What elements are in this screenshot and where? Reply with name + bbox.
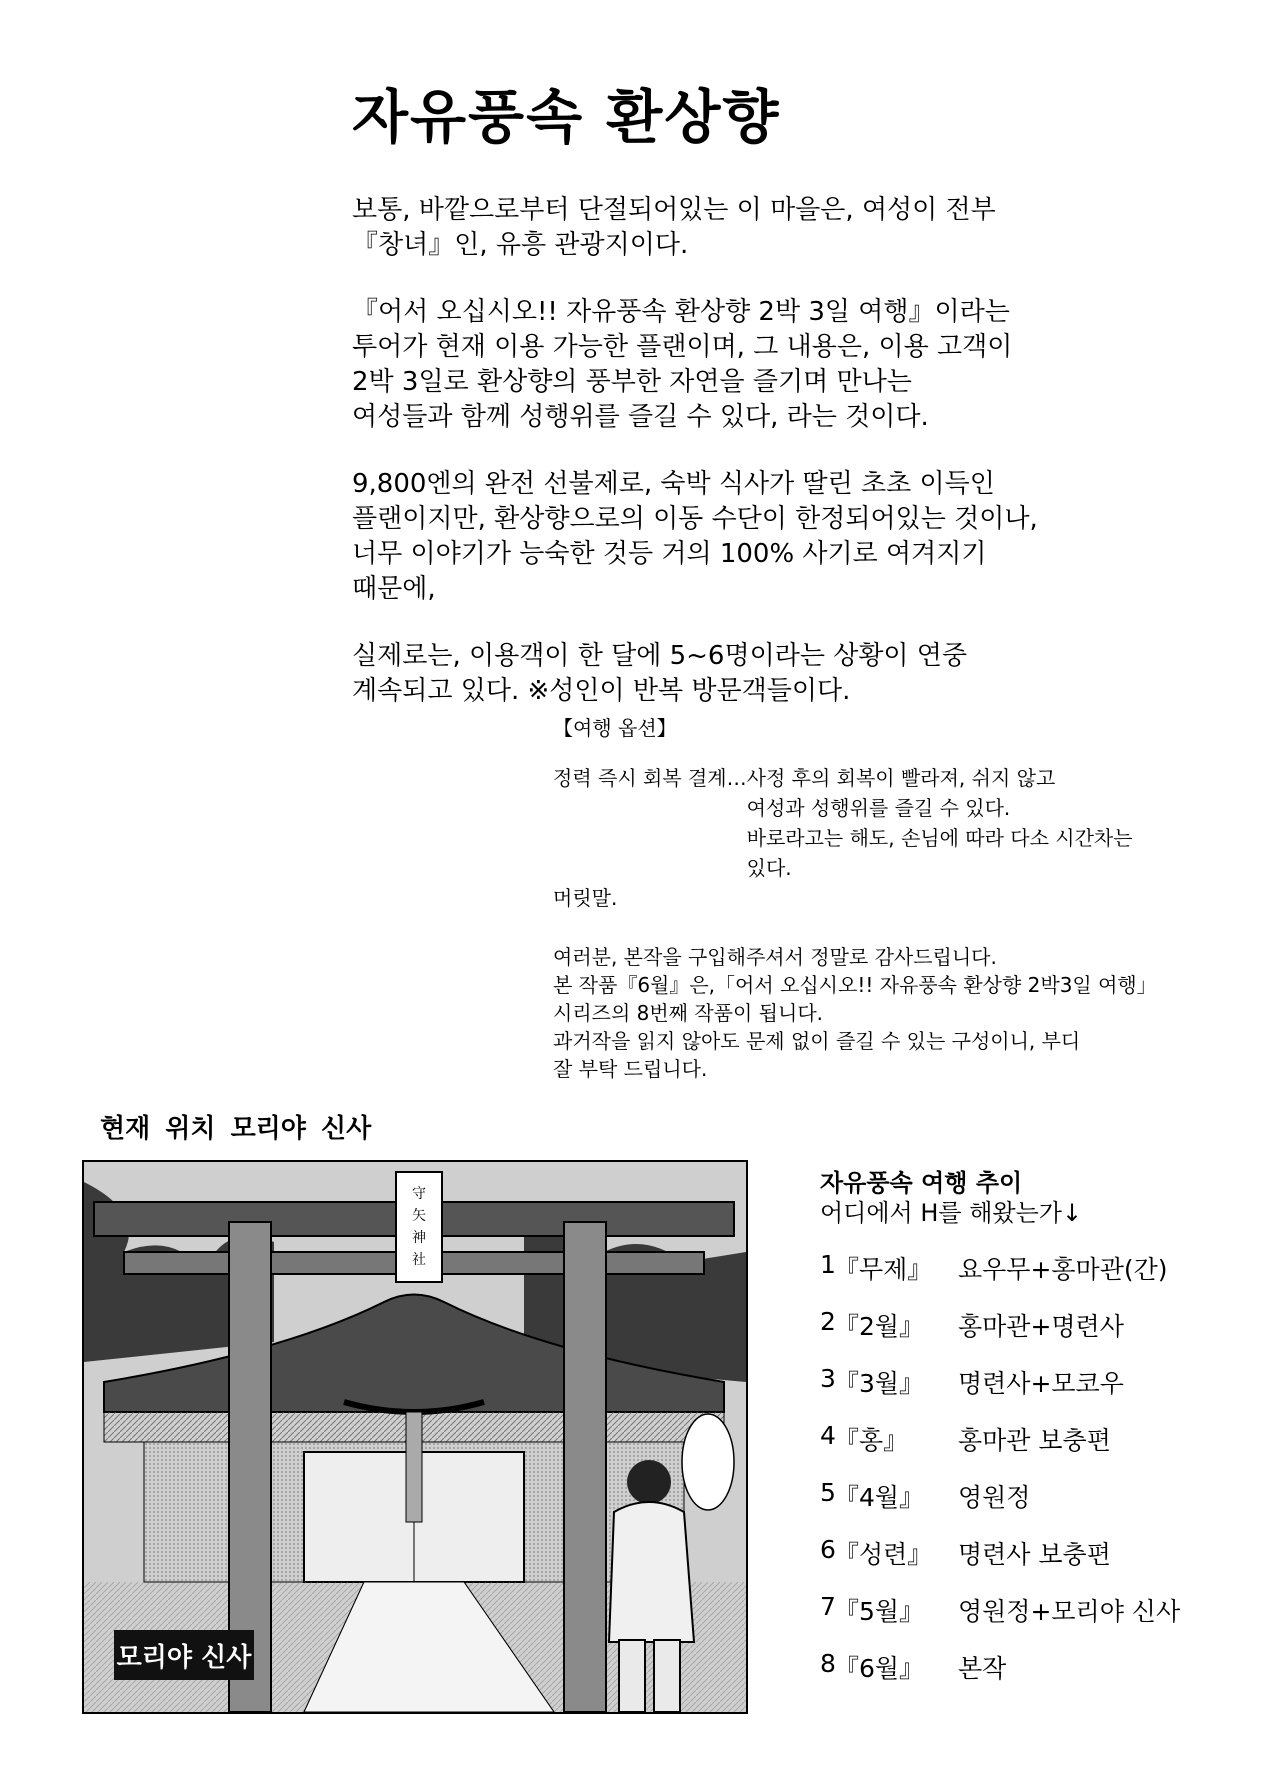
text-line: 2박 3일로 환상향의 풍부한 자연을 즐기며 만나는 (352, 367, 912, 397)
shrine-plaque-text: 守 (412, 1186, 426, 1202)
text-line: 바로라고는 해도, 손님에 따라 다소 시간차는 (746, 826, 1133, 850)
intro-paragraph-2 (352, 295, 1072, 435)
history-title: 자유풍속 여행 추이 (820, 1169, 1023, 1197)
text-line: 『어서 오십시오!! 자유풍속 환상향 2박 3일 여행』이라는 (352, 297, 1010, 327)
item-number: 4 (820, 1421, 836, 1450)
text-line: 본 작품『6월』은,「어서 오십시오!! 자유풍속 환상향 2박3일 여행」 (553, 973, 1157, 997)
history-subtitle: 어디에서 H를 해왔는가↓ (820, 1199, 1083, 1227)
text-line: 플랜이지만, 환상향으로의 이동 수단이 한정되어있는 것이나, (352, 504, 1038, 534)
item-location: 홍마관+명련사 (958, 1312, 1124, 1341)
item-number: 6 (820, 1535, 836, 1564)
text-line: 때문에, (352, 574, 436, 604)
text-line: 잘 부탁 드립니다. (553, 1057, 708, 1081)
list-item (820, 1535, 1111, 1592)
text-line: 너무 이야기가 능숙한 것등 거의 100% 사기로 여겨지기 (352, 539, 987, 569)
scene-caption: 모리야 신사 (114, 1630, 254, 1680)
text-line: 『창녀』인, 유흥 관광지이다. (352, 230, 689, 260)
option-description (747, 763, 1133, 883)
item-title: 『2월』 (834, 1312, 925, 1341)
travel-history (820, 1168, 1181, 1706)
item-location: 영원정 (958, 1483, 1031, 1512)
afterword (553, 883, 1157, 1083)
text-line: 계속되고 있다. ※성인이 반복 방문객들이다. (352, 676, 851, 706)
travel-options (553, 713, 1157, 1083)
list-item (820, 1649, 1082, 1706)
item-number: 3 (820, 1364, 836, 1393)
text-line: 실제로는, 이용객이 한 달에 5~6명이라는 상황이 연중 (352, 641, 968, 671)
item-number: 7 (820, 1592, 836, 1621)
text-line: 시리즈의 8번째 작품이 됩니다. (553, 1001, 823, 1025)
history-list (820, 1250, 1181, 1706)
item-location: 영원정+모리야 신사 (958, 1597, 1181, 1626)
text-line: 있다. (746, 856, 792, 880)
option-item (553, 763, 1157, 883)
item-title: 『4월』 (834, 1483, 925, 1512)
item-number: 1 (820, 1250, 836, 1279)
item-number: 5 (820, 1478, 836, 1507)
item-title: 『6월』 (834, 1654, 925, 1683)
item-location: 홍마관 보충편 (958, 1426, 1111, 1455)
item-title: 『3월』 (834, 1369, 925, 1398)
text-line: 투어가 현재 이용 가능한 플랜이며, 그 내용은, 이용 고객이 (352, 332, 1013, 362)
list-item (820, 1421, 1111, 1478)
item-location: 본작 (958, 1654, 1007, 1683)
item-location: 명련사 보충편 (958, 1540, 1111, 1569)
item-location: 명련사+모코우 (958, 1369, 1124, 1398)
text-line: 과거작을 읽지 않아도 문제 없이 즐길 수 있는 구성이니, 부디 (553, 1029, 1081, 1053)
text-line: 여러분, 본작을 구입해주셔서 정말로 감사드립니다. (553, 945, 997, 969)
afterword-heading: 머릿말. (553, 886, 618, 910)
svg-text:社: 社 (412, 1252, 426, 1268)
text-line: 보통, 바깥으로부터 단절되어있는 이 마을은, 여성이 전부 (352, 195, 996, 225)
list-item (820, 1250, 1168, 1307)
item-number: 8 (820, 1649, 836, 1678)
item-number: 2 (820, 1307, 836, 1336)
option-name: 정력 즉시 회복 결계… (553, 766, 747, 790)
options-heading: 【여행 옵션】 (553, 716, 677, 740)
text-line: 여성들과 함께 성행위를 즐길 수 있다, 라는 것이다. (352, 402, 929, 432)
intro-paragraph-4 (352, 639, 1072, 709)
intro-paragraph-3 (352, 467, 1072, 607)
text-line: 9,800엔의 완전 선불제로, 숙박 식사가 딸린 초초 이득인 (352, 469, 995, 499)
item-location: 요우무+홍마관(간) (958, 1255, 1168, 1284)
svg-text:矢: 矢 (412, 1208, 426, 1224)
svg-text:神: 神 (412, 1230, 426, 1246)
list-item (820, 1307, 1124, 1364)
item-title: 『무제』 (834, 1255, 933, 1284)
text-line: 여성과 성행위를 즐길 수 있다. (746, 796, 1011, 820)
current-location-label: 현재 위치 모리야 신사 (100, 1114, 372, 1144)
list-item (820, 1592, 1181, 1649)
item-title: 『5월』 (834, 1597, 925, 1626)
item-title: 『홍』 (834, 1426, 909, 1455)
page-title: 자유풍속 환상향 (352, 83, 781, 151)
text-line: 사정 후의 회복이 빨라져, 쉬지 않고 (746, 766, 1056, 790)
intro-text (352, 193, 1072, 709)
item-title: 『성련』 (834, 1540, 933, 1569)
list-item (820, 1478, 1082, 1535)
intro-paragraph-1 (352, 193, 1072, 263)
list-item (820, 1364, 1124, 1421)
